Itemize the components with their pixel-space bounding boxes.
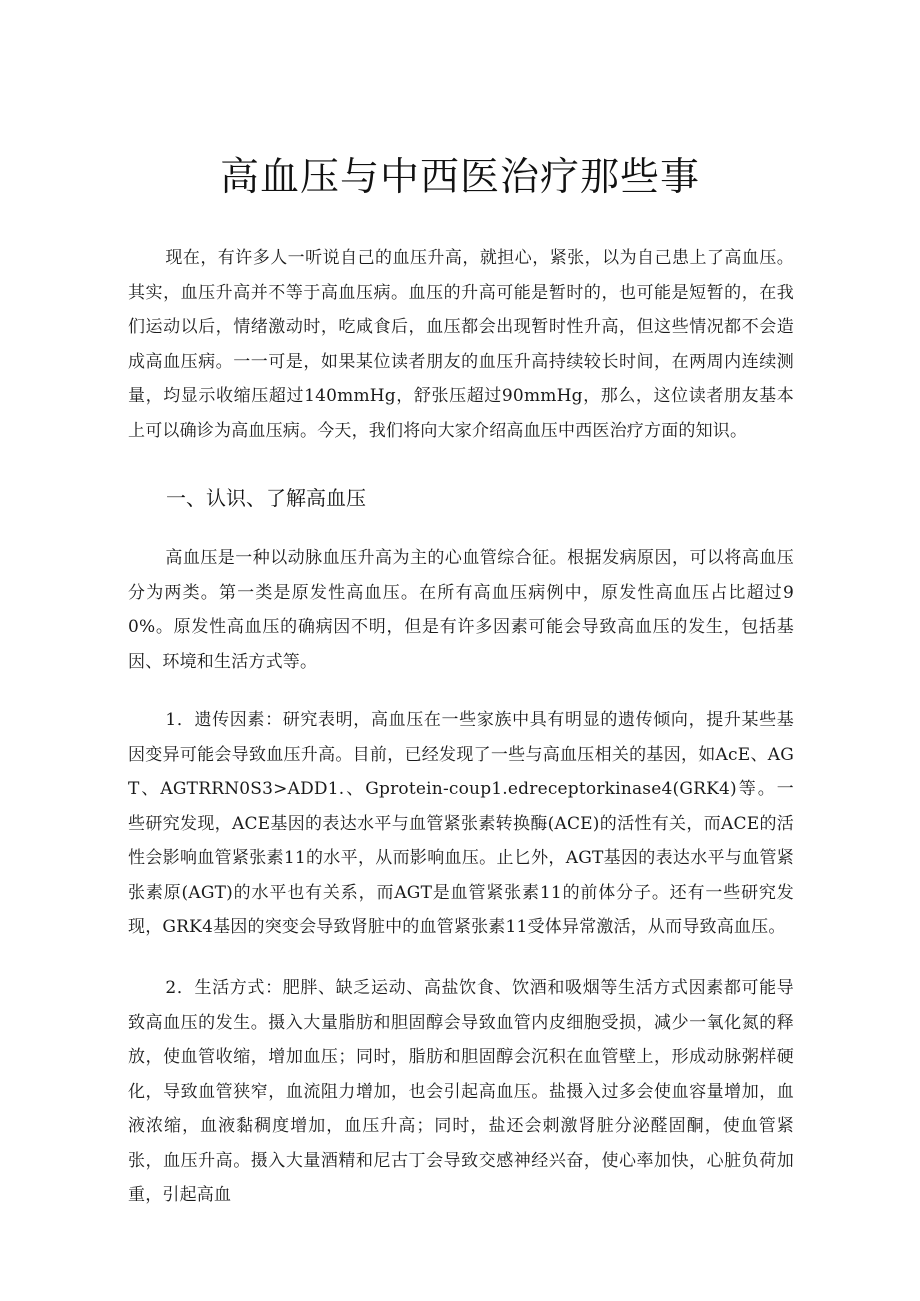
document-title: 高血压与中西医治疗那些事: [219, 155, 700, 200]
hypertension-definition-paragraph: 高血压是一种以动脉血压升高为主的心血管综合征。根据发病原因，可以将高血压分为两类。第一类是原发性高血压。在所有高血压病例中，原发性高血压占比超过90%。原发性高血压的确病因不明，但是有许多因素可能会导致高血压的发生，包括基因、环境和生活方式等。: [128, 548, 794, 672]
intro-paragraph: 现在，有许多人一听说自己的血压升高，就担心，紧张，以为自己患上了高血压。其实，血压升高并不等于高血压病。血压的升高可能是暂时的，也可能是短暂的，在我们运动以后，情绪激动时，吃咸食后，血压都会出现暂时性升高，但这些情况都不会造成高血压病。一一可是，如果某位读者朋友的血压升高持续较长时间，在两周内连续测量，均显示收缩压超过140mmHg，舒张压超过90mmHg，那么，这位读者朋友基本上可以确诊为高血压病。今天，我们将向大家介绍高血压中西医治疗方面的知识。: [128, 248, 794, 441]
lifestyle-factors-paragraph: 2．生活方式：肥胖、缺乏运动、高盐饮食、饮酒和吸烟等生活方式因素都可能导致高血压的发生。摄入大量脂肪和胆固醇会导致血管内皮细胞受损，减少一氧化氮的释放，使血管收缩，增加血压；同时，脂肪和胆固醇会沉积在血管壁上，形成动脉粥样硬化，导致血管狭窄，血流阻力增加，也会引起高血压。盐摄入过多会使血容量增加，血液浓缩，血液黏稠度增加，血压升高；同时，盐还会刺激肾脏分泌醛固酮，使血管紧张，血压升高。摄入大量酒精和尼古丁会导致交感神经兴奋，使心率加快，心脏负荷加重，引起高血: [128, 978, 794, 1205]
section-heading: 一、认识、了解高血压: [166, 486, 366, 510]
genetic-factors-paragraph: 1．遗传因素：研究表明，高血压在一些家族中具有明显的遗传倾向，提升某些基因变异可能会导致血压升高。目前，已经发现了一些与高血压相关的基因，如AcE、AGT、AGTRRN0S3>ADD1.、Gprotein-coup1.edreceptorkinase4(GRK4)等。一些研究发现，ACE基因的表达水平与血管紧张素转换酶(ACE)的活性有关，而ACE的活性会影响血管紧张素11的水平，从而影响血压。止匕外，AGT基因的表达水平与血管紧张素原(AGT)的水平也有关系，而AGT是血管紧张素11的前体分子。还有一些研究发现，GRK4基因的突变会导致肾脏中的血管紧张素11受体异常激活，从而导致高血压。: [128, 710, 794, 937]
